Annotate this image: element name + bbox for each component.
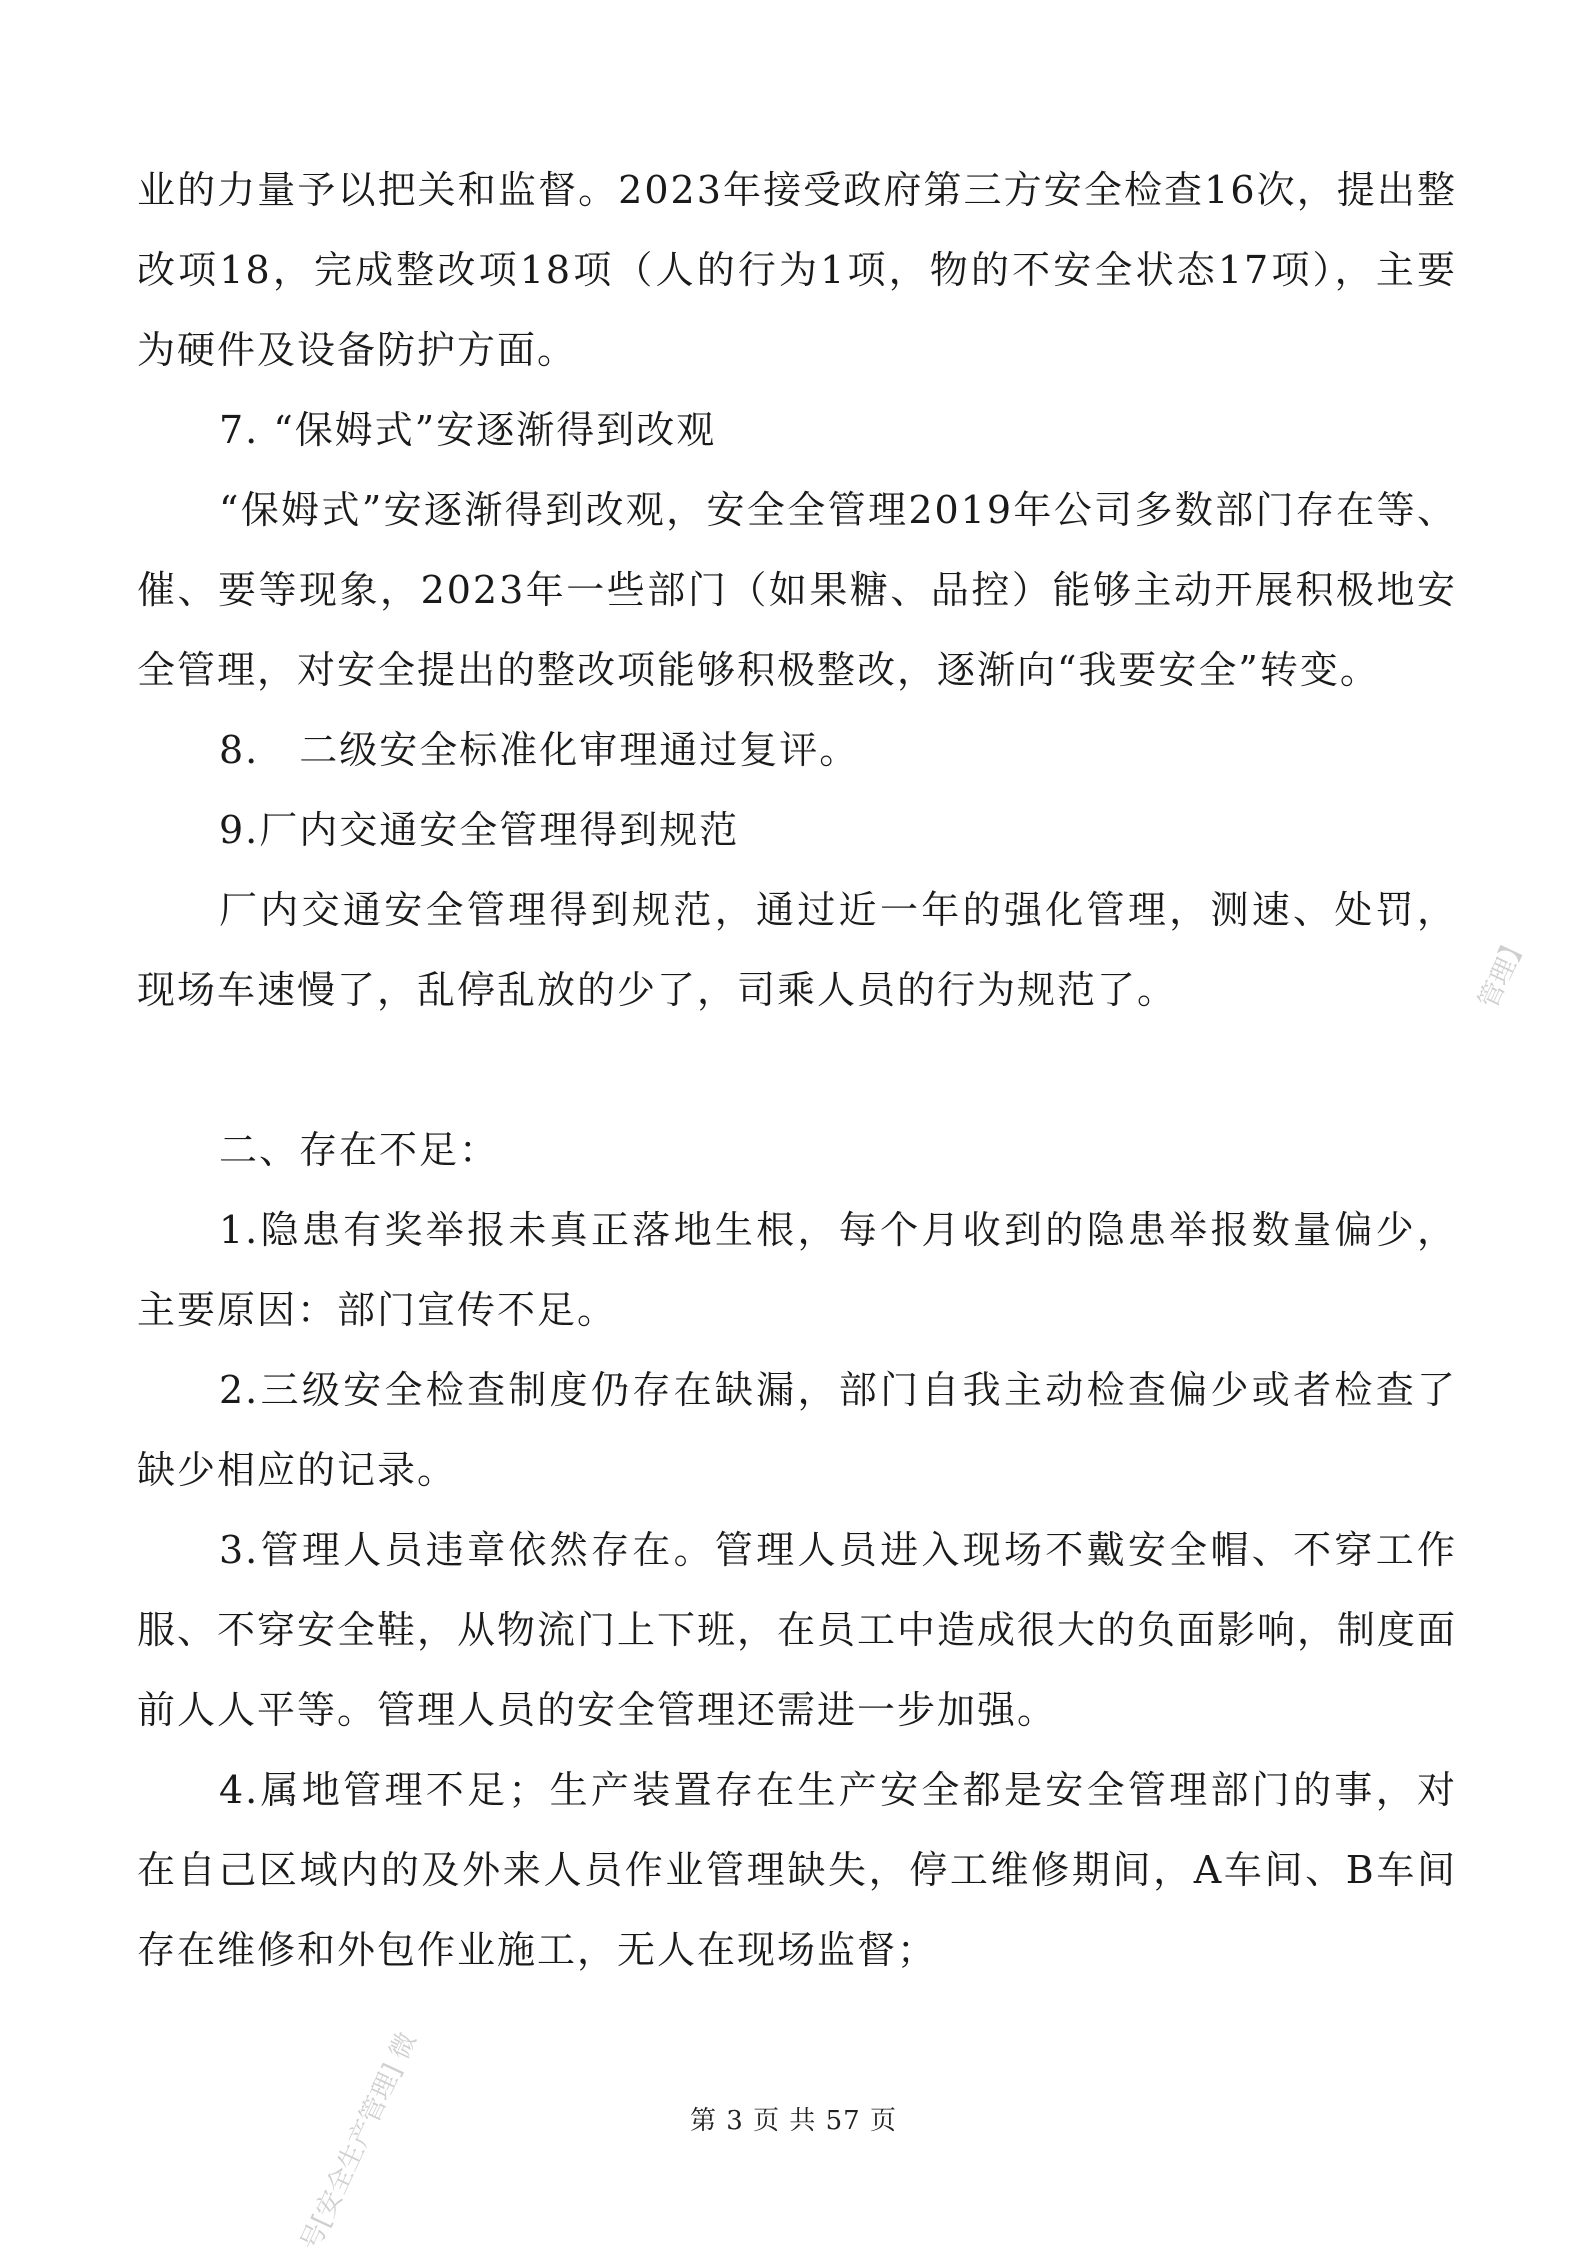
paragraph-continuation: 业的力量予以把关和监督。2023年接受政府第三方安全检查16次，提出整改项18，完成整改项18项（人的行为1项，物的不安全状态17项），主要为硬件及设备防护方面。 bbox=[137, 168, 1457, 372]
item-9-heading: 9.厂内交通安全管理得到规范 bbox=[219, 808, 740, 852]
watermark-right: 管理】 bbox=[1473, 929, 1534, 1014]
item-9-paragraph: 厂内交通安全管理得到规范，通过近一年的强化管理，测速、处罚，现场车速慢了，乱停乱放的少了，司乘人员的行为规范了。 bbox=[137, 888, 1457, 1012]
item-7-paragraph: “保姆式”安逐渐得到改观，安全全管理2019年公司多数部门存在等、催、要等现象，2023年一些部门（如果糖、品控）能够主动开展积极地安全管理，对安全提出的整改项能够积极整改，逐渐向“我要安全”转变。 bbox=[137, 488, 1457, 692]
deficiency-4: 4.属地管理不足；生产装置存在生产安全都是安全管理部门的事，对在自己区域内的及外来人员作业管理缺失，停工维修期间，A车间、B车间存在维修和外包作业施工，无人在现场监督； bbox=[137, 1768, 1457, 1972]
deficiency-3: 3.管理人员违章依然存在。管理人员进入现场不戴安全帽、不穿工作服、不穿安全鞋，从物流门上下班，在员工中造成很大的负面影响，制度面前人人平等。管理人员的安全管理还需进一步加强。 bbox=[137, 1528, 1458, 1732]
deficiency-2: 2.三级安全检查制度仍存在缺漏，部门自我主动检查偏少或者检查了缺少相应的记录。 bbox=[137, 1368, 1457, 1492]
deficiency-1: 1.隐患有奖举报未真正落地生根，每个月收到的隐患举报数量偏少，主要原因：部门宣传不足。 bbox=[137, 1208, 1457, 1332]
item-7-heading: 7. “保姆式”安逐渐得到改观 bbox=[219, 408, 717, 452]
blank-line bbox=[137, 1030, 1457, 1110]
page-number-footer: 第 3 页 共 57 页 bbox=[690, 2106, 897, 2136]
watermark-bottom: 号[安全生产管理] 微 bbox=[295, 2028, 423, 2256]
section-2-heading: 二、存在不足： bbox=[219, 1128, 500, 1172]
document-body bbox=[137, 150, 1457, 1990]
item-8-heading: 8. 二级安全标准化审理通过复评。 bbox=[219, 728, 860, 772]
